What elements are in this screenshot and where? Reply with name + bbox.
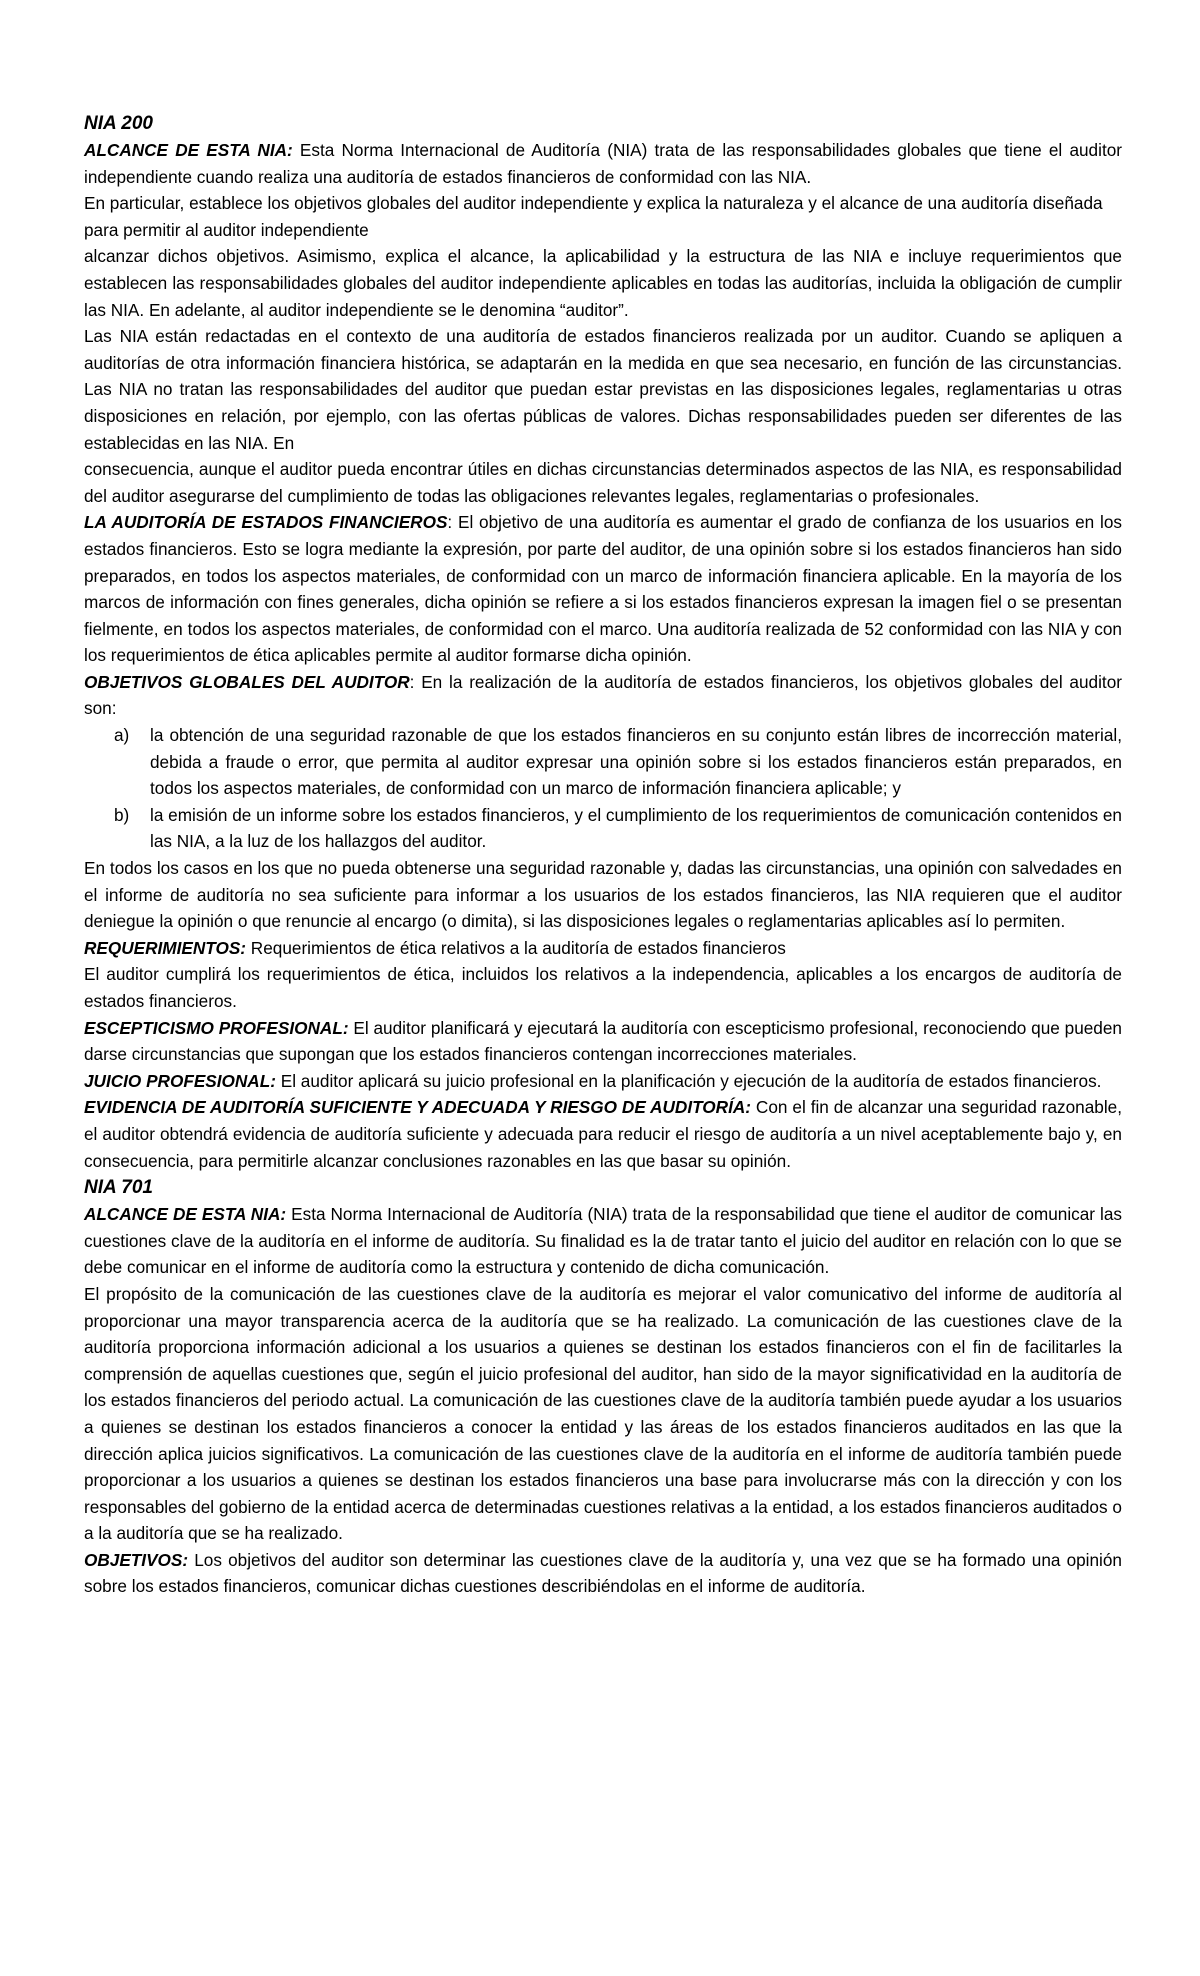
list-marker: a) bbox=[114, 725, 130, 746]
paragraph-label: OBJETIVOS: bbox=[84, 1549, 189, 1570]
list-item-text: la obtención de una seguridad razonable de que los estados financieros en su conjunto están libres de incorrección material, debida a fraude o error, que permita al auditor expresar una opinión sobre si los estados financieros están preparados, en todos los aspectos materiales, de conformidad con un marco de información financiera aplicable; y bbox=[150, 725, 1122, 799]
list-item bbox=[114, 722, 1122, 802]
paragraph-label: ALCANCE DE ESTA NIA: bbox=[84, 1204, 287, 1225]
paragraph bbox=[84, 509, 1122, 669]
list-item-text: la emisión de un informe sobre los estados financieros, y el cumplimiento de los requerimientos de comunicación contenidos en las NIA, a la luz de los hallazgos del auditor. bbox=[150, 804, 1122, 852]
paragraph-label: REQUERIMIENTOS: bbox=[84, 937, 247, 958]
paragraph: En todos los casos en los que no pueda obtenerse una seguridad razonable y, dadas las circunstancias, una opinión con salvedades en el informe de auditoría no sea suficiente para informar a los usuarios de los estados financieros, las NIA requieren que el auditor deniegue la opinión o que renuncie al encargo (o dimita), si las disposiciones legales o reglamentarias aplicables así lo permiten. bbox=[84, 858, 1122, 932]
paragraph: El propósito de la comunicación de las cuestiones clave de la auditoría es mejorar el valor comunicativo del informe de auditoría al proporcionar una mayor transparencia acerca de la auditoría que se ha realizado. La comunicación de las cuestiones clave de la auditoría proporciona información adicional a los usuarios a quienes se destinan los estados financieros con el fin de facilitarles la comprensión de aquellas cuestiones que, según el juicio profesional del auditor, han sido de la mayor significatividad en la auditoría de los estados financieros del periodo actual. La comunicación de las cuestiones clave de la auditoría también puede ayudar a los usuarios a quienes se destinan los estados financieros a conocer la entidad y las áreas de los estados financieros auditados en las que la dirección aplica juicios significativos. La comunicación de las cuestiones clave de la auditoría en el informe de auditoría también puede proporcionar a los usuarios a quienes se destinan los estados financieros una base para involucrarse más con la dirección y con los responsables del gobierno de la entidad acerca de determinadas cuestiones relativas a la entidad, a los estados financieros auditados o a la auditoría que se ha realizado. bbox=[84, 1283, 1122, 1544]
paragraph-text: Esta Norma Internacional de Auditoría (NIA) trata de las responsabilidades globales que tiene el auditor independiente cuando realiza una auditoría de estados financieros de conformidad con las NIA. bbox=[84, 140, 1122, 187]
paragraph bbox=[84, 935, 1122, 962]
paragraph-text: El auditor aplicará su juicio profesional en la planificación y ejecución de la auditoría de estados financieros. bbox=[275, 1070, 1102, 1091]
list-item bbox=[114, 802, 1122, 855]
paragraph: consecuencia, aunque el auditor pueda encontrar útiles en dichas circunstancias determinados aspectos de las NIA, es responsabilidad del auditor asegurarse del cumplimiento de todas las obligaciones relevantes legales, reglamentarias o profesionales. bbox=[84, 459, 1122, 506]
paragraph bbox=[84, 137, 1122, 190]
paragraph-text: Requerimientos de ética relativos a la auditoría de estados financieros bbox=[246, 937, 786, 958]
paragraph-text: Con el fin de alcanzar una seguridad razonable, el auditor obtendrá evidencia de auditoría suficiente y adecuada para reducir el riesgo de auditoría a un nivel aceptablemente bajo y, en consecuencia, para permitirle alcanzar conclusiones razonables en las que basar su opinión. bbox=[84, 1097, 1122, 1171]
paragraph-label: OBJETIVOS GLOBALES DEL AUDITOR bbox=[84, 671, 410, 692]
paragraph bbox=[84, 1068, 1122, 1095]
paragraph: En particular, establece los objetivos globales del auditor independiente y explica la naturaleza y el alcance de una auditoría diseñada para permitir al auditor independiente bbox=[84, 193, 1103, 240]
paragraph bbox=[84, 1015, 1122, 1068]
objectives-list bbox=[84, 722, 1122, 855]
paragraph bbox=[84, 1201, 1122, 1281]
nia-701-section bbox=[84, 1174, 1122, 1600]
paragraph: El auditor cumplirá los requerimientos de ética, incluidos los relativos a la independencia, aplicables a los encargos de auditoría de estados financieros. bbox=[84, 964, 1122, 1011]
list-marker: b) bbox=[114, 804, 130, 825]
paragraph bbox=[84, 669, 1122, 722]
section-title-nia-200: NIA 200 bbox=[84, 113, 153, 134]
paragraph-text: Esta Norma Internacional de Auditoría (NIA) trata de la responsabilidad que tiene el auditor de comunicar las cuestiones clave de la auditoría en el informe de auditoría. Su finalidad es la de tratar tanto el juicio del auditor en relación con lo que se debe comunicar en el informe de auditoría como la estructura y contenido de dicha comunicación. bbox=[84, 1204, 1122, 1278]
paragraph: Las NIA están redactadas en el contexto de una auditoría de estados financieros realizada por un auditor. Cuando se apliquen a auditorías de otra información financiera histórica, se adaptarán en la medida en que sea necesario, en función de las circunstancias. Las NIA no tratan las responsabilidades del auditor que puedan estar previstas en las disposiciones legales, reglamentarias u otras disposiciones en relación, por ejemplo, con las ofertas públicas de valores. Dichas responsabilidades pueden ser diferentes de las establecidas en las NIA. En bbox=[84, 326, 1122, 453]
paragraph bbox=[84, 1547, 1122, 1600]
paragraph-text: : En la realización de la auditoría de estados financieros, los objetivos globales del auditor son: bbox=[84, 671, 1122, 719]
paragraph bbox=[84, 1094, 1122, 1174]
paragraph-label: EVIDENCIA DE AUDITORÍA SUFICIENTE Y ADECUADA Y RIESGO DE AUDITORÍA: bbox=[84, 1097, 751, 1118]
paragraph-text: : El objetivo de una auditoría es aumentar el grado de confianza de los usuarios en los estados financieros. Esto se logra mediante la expresión, por parte del auditor, de una opinión sobre si los estados financieros han sido preparados, en todos los aspectos materiales, de conformidad con un marco de información financiera aplicable. En la mayoría de los marcos de información con fines generales, dicha opinión se refiere a si los estados financieros expresan la imagen fiel o se presentan fielmente, en todos los aspectos materiales, de conformidad con el marco. Una auditoría realizada de 52 conformidad con las NIA y con los requerimientos de ética aplicables permite al auditor formarse dicha opinión. bbox=[84, 512, 1122, 666]
paragraph-label: ESCEPTICISMO PROFESIONAL: bbox=[84, 1017, 349, 1038]
paragraph: alcanzar dichos objetivos. Asimismo, explica el alcance, la aplicabilidad y la estructura de las NIA e incluye requerimientos que establecen las responsabilidades globales del auditor independiente aplicables en todas las auditorías, incluida la obligación de cumplir las NIA. En adelante, al auditor independiente se le denomina “auditor”. bbox=[84, 246, 1122, 320]
paragraph-label: JUICIO PROFESIONAL: bbox=[84, 1070, 276, 1091]
nia-200-section bbox=[84, 110, 1122, 1174]
paragraph-text: Los objetivos del auditor son determinar las cuestiones clave de la auditoría y, una vez que se ha formado una opinión sobre los estados financieros, comunicar dichas cuestiones describiéndolas en el informe de auditoría. bbox=[84, 1549, 1122, 1597]
section-title-nia-701: NIA 701 bbox=[84, 1177, 153, 1199]
paragraph-text: El auditor planificará y ejecutará la auditoría con escepticismo profesional, reconociendo que pueden darse circunstancias que supongan que los estados financieros contengan incorrecciones materiales. bbox=[84, 1017, 1122, 1065]
paragraph-label: ALCANCE DE ESTA NIA: bbox=[84, 140, 293, 160]
paragraph-label: LA AUDITORÍA DE ESTADOS FINANCIEROS bbox=[84, 512, 448, 533]
